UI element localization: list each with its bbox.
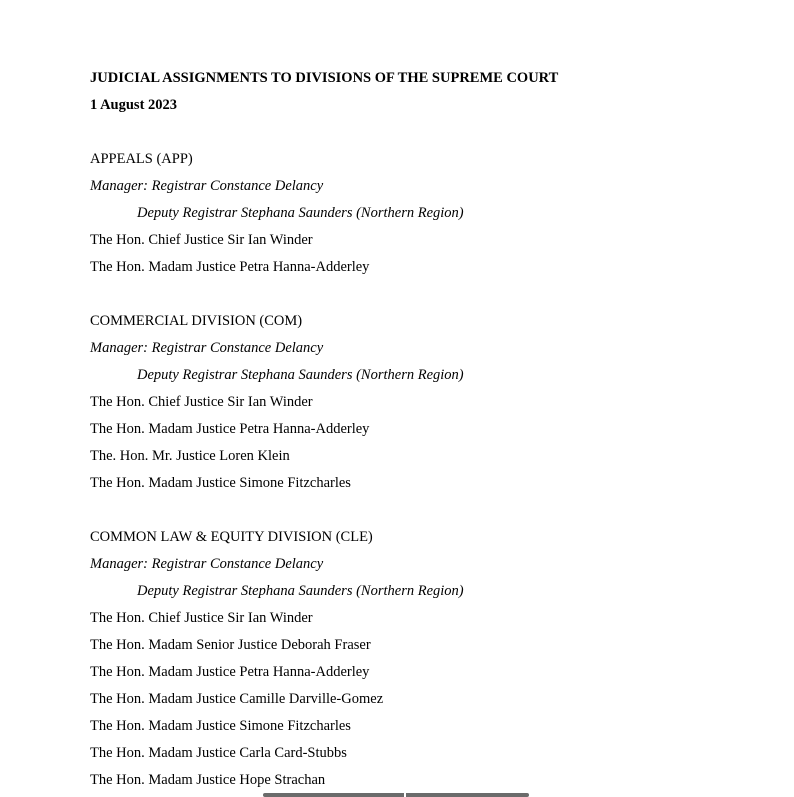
judge-list-item: The Hon. Chief Justice Sir Ian Winder (90, 394, 313, 410)
section-manager: Manager: Registrar Constance Delancy (90, 340, 324, 356)
document-title: JUDICIAL ASSIGNMENTS TO DIVISIONS OF THE SUPREME COURT (90, 70, 559, 86)
judge-list-item: The Hon. Madam Justice Petra Hanna-Adderley (90, 664, 370, 680)
section-heading-appeals: APPEALS (APP) (90, 151, 193, 167)
section-manager: Manager: Registrar Constance Delancy (90, 556, 324, 572)
judge-list-item: The Hon. Madam Justice Carla Card-Stubbs (90, 745, 347, 761)
judge-list-item: The Hon. Madam Justice Petra Hanna-Adderley (90, 421, 370, 437)
section-deputy: Deputy Registrar Stephana Saunders (Northern Region) (137, 367, 464, 383)
judge-list-item: The Hon. Chief Justice Sir Ian Winder (90, 232, 313, 248)
judge-list-item: The Hon. Madam Senior Justice Deborah Fraser (90, 637, 371, 653)
section-heading-common-law: COMMON LAW & EQUITY DIVISION (CLE) (90, 529, 373, 545)
section-deputy: Deputy Registrar Stephana Saunders (Northern Region) (137, 583, 464, 599)
judge-list-item: The Hon. Madam Justice Simone Fitzcharles (90, 475, 351, 491)
section-deputy: Deputy Registrar Stephana Saunders (Northern Region) (137, 205, 464, 221)
document-date: 1 August 2023 (90, 97, 178, 113)
judge-list-item: The Hon. Madam Justice Camille Darville-Gomez (90, 691, 384, 707)
section-manager: Manager: Registrar Constance Delancy (90, 178, 324, 194)
judge-list-item: The Hon. Chief Justice Sir Ian Winder (90, 610, 313, 626)
horizontal-scrollbar[interactable] (263, 793, 529, 797)
judge-list-item: The Hon. Madam Justice Hope Strachan (90, 772, 326, 788)
scrollbar-divider (404, 793, 406, 797)
judge-list-item: The. Hon. Mr. Justice Loren Klein (90, 448, 290, 464)
judge-list-item: The Hon. Madam Justice Simone Fitzcharles (90, 718, 351, 734)
judge-list-item: The Hon. Madam Justice Petra Hanna-Adderley (90, 259, 370, 275)
section-heading-commercial: COMMERCIAL DIVISION (COM) (90, 313, 303, 329)
